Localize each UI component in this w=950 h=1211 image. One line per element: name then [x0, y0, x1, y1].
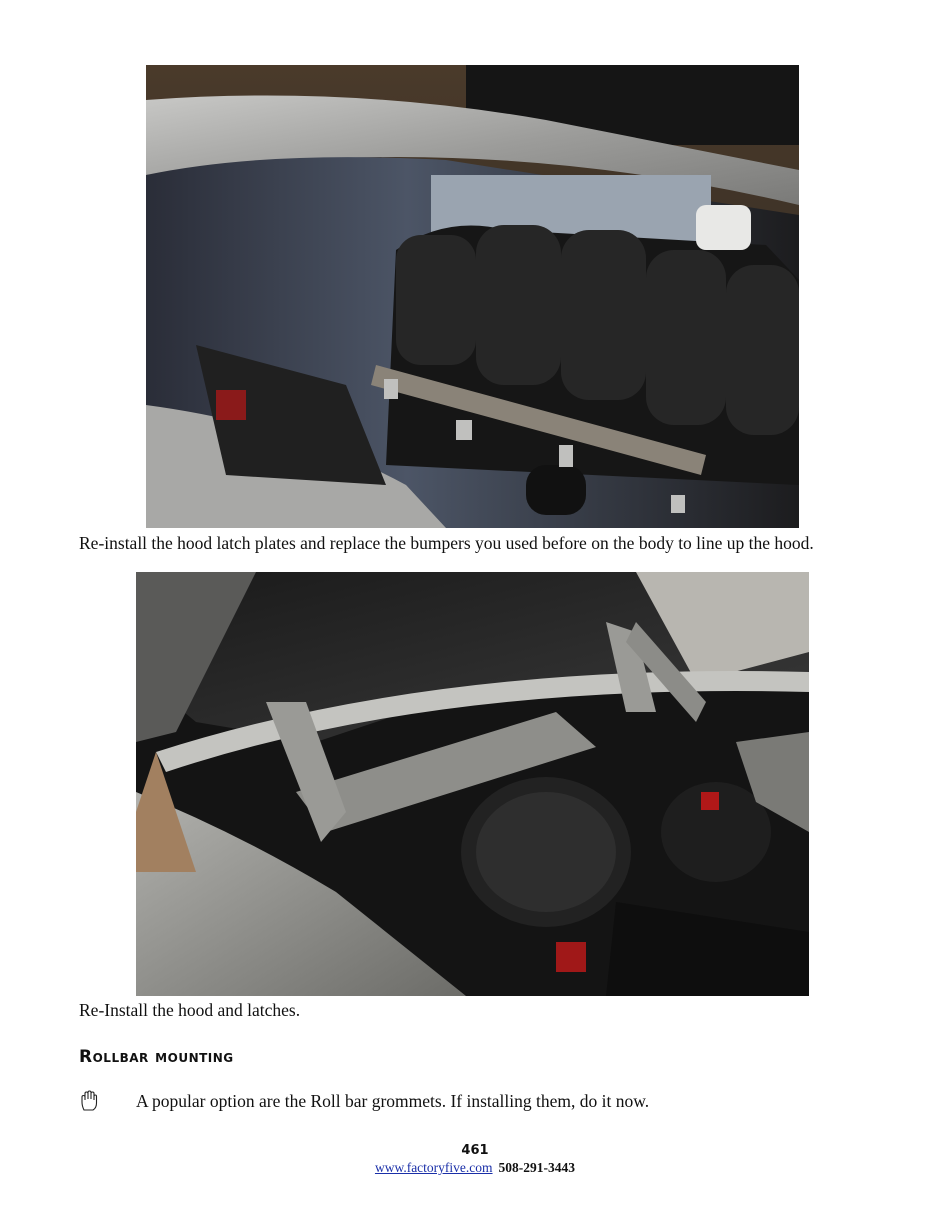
bullet-text: A popular option are the Roll bar grommets. If installing them, do it now.: [136, 1091, 650, 1111]
page-number: 461: [461, 1143, 489, 1158]
hand-icon: [79, 1090, 99, 1112]
engine-bay-photo-2: [136, 572, 809, 996]
caption-hood-latch: Re-install the hood latch plates and replace the bumpers you used before on the body to line up the hood.: [79, 533, 814, 553]
footer-contact: [0, 1160, 950, 1176]
website-link[interactable]: www.factoryfive.com: [374, 1160, 493, 1175]
bullet-item: [79, 1090, 879, 1114]
section-heading: Rollbar mounting: [79, 1047, 234, 1067]
engine-bay-photo-1: [146, 65, 799, 528]
phone-number: 508-291-3443: [498, 1160, 576, 1175]
caption-hood-install: Re-Install the hood and latches.: [79, 1000, 301, 1020]
